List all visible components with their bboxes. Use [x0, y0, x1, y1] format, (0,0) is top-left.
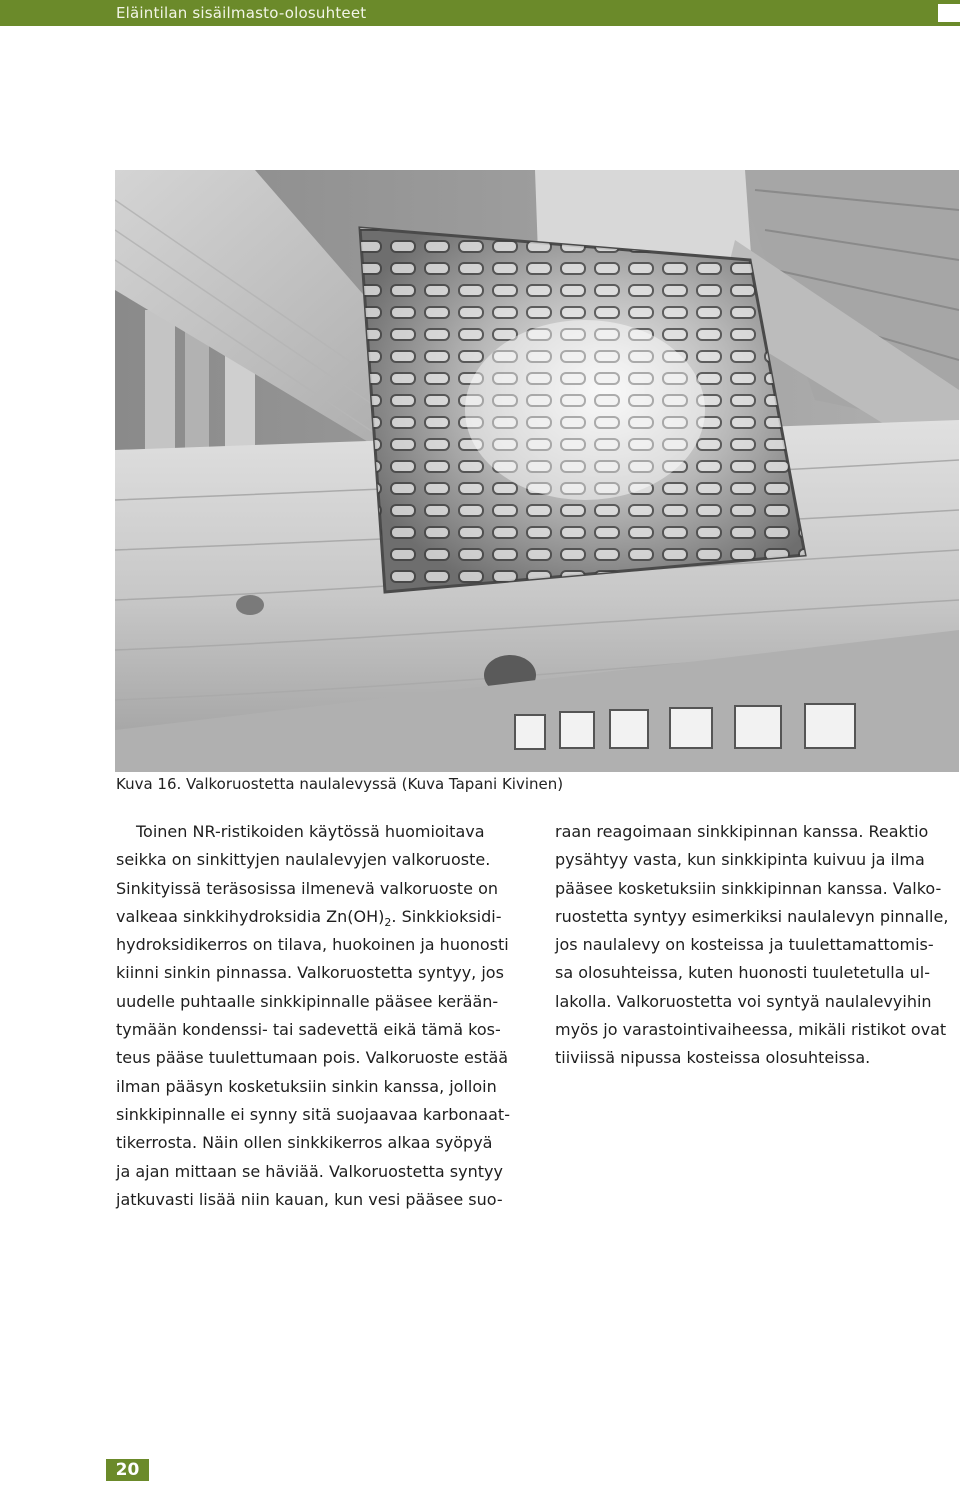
- body-line: jatkuvasti lisää niin kauan, kun vesi pääsee suo-: [116, 1189, 503, 1209]
- page-number: 20: [115, 1460, 140, 1480]
- body-line: pysähtyy vasta, kun sinkkipinta kuivuu ja ilma: [555, 850, 925, 870]
- body-line: tikerrosta. Näin ollen sinkkikerros alkaa syöpyä: [116, 1133, 493, 1153]
- body-line: raan reagoimaan sinkkipinnan kanssa. Reaktio: [555, 822, 929, 841]
- figure-caption: Kuva 16. Valkoruostetta naulalevyssä (Kuva Tapani Kivinen): [116, 775, 564, 793]
- body-line: lakolla. Valkoruostetta voi syntyä naulalevyihin: [555, 991, 932, 1011]
- formula-subscript: 2: [384, 916, 392, 930]
- body-line: ja ajan mittaan se häviää. Valkoruostetta syntyy: [116, 1161, 503, 1181]
- body-line: Sinkityissä teräsosissa ilmenevä valkoruoste on: [116, 878, 499, 898]
- page-number-badge: [106, 1459, 149, 1481]
- body-column-left: [116, 818, 536, 1214]
- body-line: Toinen NR-ristikoiden käytössä huomioitava: [136, 822, 485, 841]
- body-line: kiinni sinkin pinnassa. Valkoruostetta syntyy, jos: [116, 963, 504, 983]
- body-line: pääsee kosketuksiin sinkkipinnan kanssa. Valko-: [555, 878, 942, 898]
- body-line: myös jo varastointivaiheessa, mikäli ristikot ovat: [555, 1020, 947, 1040]
- body-line: hydroksidikerros on tilava, huokoinen ja huonosti: [116, 935, 509, 955]
- body-line: jos naulalevy on kosteissa ja tuulettamattomis-: [555, 935, 934, 955]
- body-line-formula: [116, 903, 536, 931]
- body-line: teus pääse tuulettumaan pois. Valkoruoste estää: [116, 1048, 509, 1068]
- formula-text: valkeaa sinkkihydroksidia Zn(OH): [116, 906, 385, 926]
- body-line: ilman pääsyn kosketuksiin sinkin kanssa, jolloin: [116, 1076, 497, 1096]
- running-header-title: Eläintilan sisäilmasto-olosuhteet: [116, 4, 367, 22]
- body-line: tiiviissä nipussa kosteissa olosuhteissa.: [555, 1048, 871, 1068]
- header-corner-block: [938, 4, 960, 22]
- body-line: sa olosuhteissa, kuten huonosti tuuletetulla ul-: [555, 963, 930, 983]
- photo-illustration: [115, 170, 959, 772]
- body-line: tymään kondenssi- tai sadevettä eikä tämä kos-: [116, 1020, 501, 1040]
- formula-tail: . Sinkkioksidi-: [391, 906, 502, 926]
- body-line: ruostetta syntyy esimerkiksi naulalevyn pinnalle,: [555, 906, 949, 926]
- body-line: uudelle puhtaalle sinkkipinnalle pääsee kerään-: [116, 991, 499, 1011]
- nail-plate-photo: [115, 170, 959, 772]
- body-column-right: [555, 818, 960, 1073]
- body-line: sinkkipinnalle ei synny sitä suojaavaa karbonaat-: [116, 1104, 510, 1124]
- body-line: seikka on sinkittyjen naulalevyjen valkoruoste.: [116, 850, 491, 870]
